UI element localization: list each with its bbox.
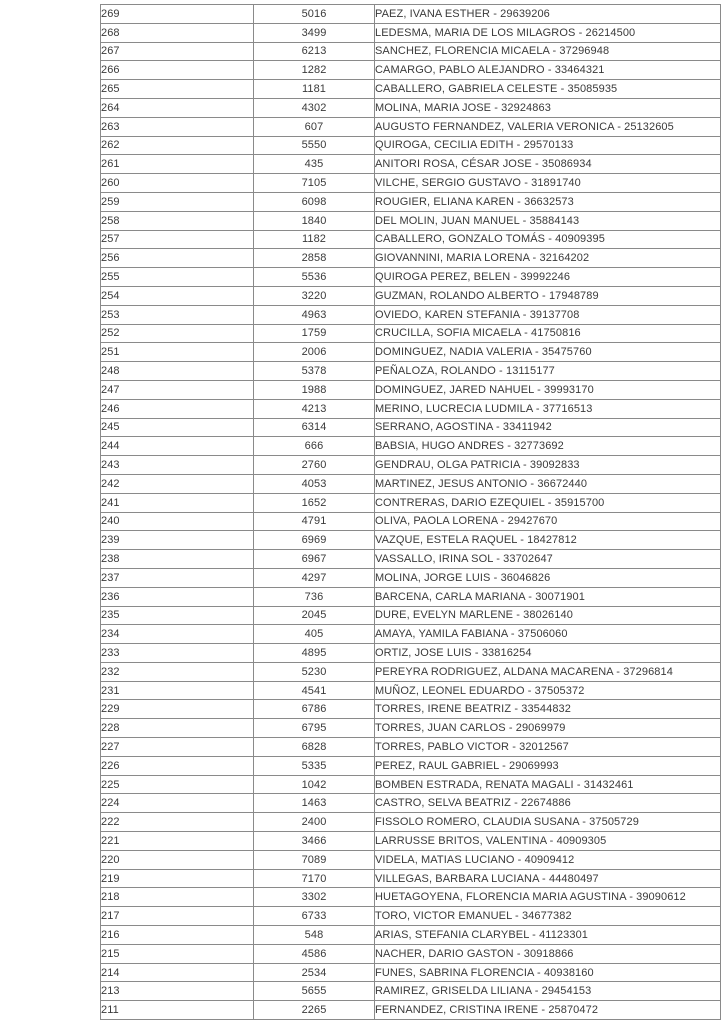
person-name-cell: VILLEGAS, BARBARA LUCIANA - 44480497	[375, 869, 721, 888]
table-row	[101, 512, 721, 531]
row-order-cell: 218	[101, 888, 254, 907]
table-row	[101, 192, 721, 211]
row-order-cell: 239	[101, 531, 254, 550]
station-number-cell: 5536	[254, 268, 375, 287]
person-name-cell: TORRES, IRENE BEATRIZ - 33544832	[375, 700, 721, 719]
row-order-cell: 231	[101, 681, 254, 700]
roster-table-body	[101, 5, 721, 1020]
row-order-cell: 216	[101, 926, 254, 945]
person-name-cell: AMAYA, YAMILA FABIANA - 37506060	[375, 625, 721, 644]
row-order-cell: 262	[101, 136, 254, 155]
row-order-cell: 252	[101, 324, 254, 343]
person-name-cell: DOMINGUEZ, JARED NAHUEL - 39993170	[375, 380, 721, 399]
station-number-cell: 607	[254, 117, 375, 136]
row-order-cell: 243	[101, 456, 254, 475]
row-order-cell: 259	[101, 192, 254, 211]
person-name-cell: BARCENA, CARLA MARIANA - 30071901	[375, 587, 721, 606]
station-number-cell: 6098	[254, 192, 375, 211]
person-name-cell: SANCHEZ, FLORENCIA MICAELA - 37296948	[375, 42, 721, 61]
table-row	[101, 268, 721, 287]
row-order-cell: 246	[101, 399, 254, 418]
row-order-cell: 247	[101, 380, 254, 399]
station-number-cell: 6967	[254, 550, 375, 569]
station-number-cell: 7170	[254, 869, 375, 888]
station-number-cell: 6314	[254, 418, 375, 437]
person-name-cell: LEDESMA, MARIA DE LOS MILAGROS - 26214500	[375, 23, 721, 42]
row-order-cell: 240	[101, 512, 254, 531]
station-number-cell: 4586	[254, 944, 375, 963]
station-number-cell: 548	[254, 926, 375, 945]
person-name-cell: CRUCILLA, SOFIA MICAELA - 41750816	[375, 324, 721, 343]
station-number-cell: 3466	[254, 832, 375, 851]
station-number-cell: 435	[254, 155, 375, 174]
person-name-cell: MOLINA, MARIA JOSE - 32924863	[375, 98, 721, 117]
row-order-cell: 260	[101, 174, 254, 193]
station-number-cell: 1282	[254, 61, 375, 80]
row-order-cell: 213	[101, 982, 254, 1001]
person-name-cell: MOLINA, JORGE LUIS - 36046826	[375, 568, 721, 587]
person-name-cell: VIDELA, MATIAS LUCIANO - 40909412	[375, 850, 721, 869]
row-order-cell: 254	[101, 286, 254, 305]
person-name-cell: GIOVANNINI, MARIA LORENA - 32164202	[375, 249, 721, 268]
person-name-cell: LARRUSSE BRITOS, VALENTINA - 40909305	[375, 832, 721, 851]
table-row	[101, 700, 721, 719]
row-order-cell: 268	[101, 23, 254, 42]
table-row	[101, 531, 721, 550]
table-row	[101, 644, 721, 663]
row-order-cell: 263	[101, 117, 254, 136]
person-name-cell: PEREZ, RAUL GABRIEL - 29069993	[375, 756, 721, 775]
table-row	[101, 719, 721, 738]
station-number-cell: 736	[254, 587, 375, 606]
person-name-cell: TORO, VICTOR EMANUEL - 34677382	[375, 907, 721, 926]
person-name-cell: VILCHE, SERGIO GUSTAVO - 31891740	[375, 174, 721, 193]
table-row	[101, 907, 721, 926]
table-row	[101, 738, 721, 757]
station-number-cell: 4963	[254, 305, 375, 324]
row-order-cell: 211	[101, 1001, 254, 1020]
person-name-cell: OLIVA, PAOLA LORENA - 29427670	[375, 512, 721, 531]
person-name-cell: FERNANDEZ, CRISTINA IRENE - 25870472	[375, 1001, 721, 1020]
station-number-cell: 1840	[254, 211, 375, 230]
station-number-cell: 5655	[254, 982, 375, 1001]
person-name-cell: HUETAGOYENA, FLORENCIA MARIA AGUSTINA - 39090612	[375, 888, 721, 907]
person-name-cell: VAZQUE, ESTELA RAQUEL - 18427812	[375, 531, 721, 550]
table-row	[101, 888, 721, 907]
person-name-cell: CAMARGO, PABLO ALEJANDRO - 33464321	[375, 61, 721, 80]
row-order-cell: 228	[101, 719, 254, 738]
station-number-cell: 4053	[254, 474, 375, 493]
station-number-cell: 4302	[254, 98, 375, 117]
station-number-cell: 6786	[254, 700, 375, 719]
row-order-cell: 265	[101, 80, 254, 99]
station-number-cell: 405	[254, 625, 375, 644]
station-number-cell: 2045	[254, 606, 375, 625]
table-row	[101, 756, 721, 775]
table-row	[101, 211, 721, 230]
station-number-cell: 1988	[254, 380, 375, 399]
row-order-cell: 225	[101, 775, 254, 794]
table-row	[101, 963, 721, 982]
person-name-cell: CONTRERAS, DARIO EZEQUIEL - 35915700	[375, 493, 721, 512]
row-order-cell: 217	[101, 907, 254, 926]
person-name-cell: MARTINEZ, JESUS ANTONIO - 36672440	[375, 474, 721, 493]
table-row	[101, 174, 721, 193]
person-name-cell: NACHER, DARIO GASTON - 30918866	[375, 944, 721, 963]
person-name-cell: DURE, EVELYN MARLENE - 38026140	[375, 606, 721, 625]
row-order-cell: 257	[101, 230, 254, 249]
table-row	[101, 286, 721, 305]
person-name-cell: OVIEDO, KAREN STEFANIA - 39137708	[375, 305, 721, 324]
person-name-cell: DEL MOLIN, JUAN MANUEL - 35884143	[375, 211, 721, 230]
table-row	[101, 813, 721, 832]
station-number-cell: 1463	[254, 794, 375, 813]
row-order-cell: 215	[101, 944, 254, 963]
person-name-cell: GENDRAU, OLGA PATRICIA - 39092833	[375, 456, 721, 475]
table-row	[101, 155, 721, 174]
row-order-cell: 241	[101, 493, 254, 512]
row-order-cell: 264	[101, 98, 254, 117]
station-number-cell: 2006	[254, 343, 375, 362]
table-row	[101, 850, 721, 869]
row-order-cell: 226	[101, 756, 254, 775]
station-number-cell: 7105	[254, 174, 375, 193]
row-order-cell: 251	[101, 343, 254, 362]
person-name-cell: FISSOLO ROMERO, CLAUDIA SUSANA - 37505729	[375, 813, 721, 832]
row-order-cell: 267	[101, 42, 254, 61]
table-row	[101, 606, 721, 625]
station-number-cell: 1652	[254, 493, 375, 512]
person-name-cell: PEÑALOZA, ROLANDO - 13115177	[375, 362, 721, 381]
station-number-cell: 5335	[254, 756, 375, 775]
person-name-cell: FUNES, SABRINA FLORENCIA - 40938160	[375, 963, 721, 982]
table-row	[101, 493, 721, 512]
station-number-cell: 3499	[254, 23, 375, 42]
table-row	[101, 343, 721, 362]
table-row	[101, 117, 721, 136]
row-order-cell: 242	[101, 474, 254, 493]
station-number-cell: 1181	[254, 80, 375, 99]
station-number-cell: 1759	[254, 324, 375, 343]
station-number-cell: 3220	[254, 286, 375, 305]
station-number-cell: 5378	[254, 362, 375, 381]
station-number-cell: 1182	[254, 230, 375, 249]
person-name-cell: GUZMAN, ROLANDO ALBERTO - 17948789	[375, 286, 721, 305]
row-order-cell: 214	[101, 963, 254, 982]
station-number-cell: 2760	[254, 456, 375, 475]
table-row	[101, 944, 721, 963]
table-row	[101, 1001, 721, 1020]
person-name-cell: DOMINGUEZ, NADIA VALERIA - 35475760	[375, 343, 721, 362]
person-name-cell: TORRES, PABLO VICTOR - 32012567	[375, 738, 721, 757]
row-order-cell: 238	[101, 550, 254, 569]
station-number-cell: 4895	[254, 644, 375, 663]
row-order-cell: 253	[101, 305, 254, 324]
table-row	[101, 474, 721, 493]
table-row	[101, 98, 721, 117]
table-row	[101, 418, 721, 437]
row-order-cell: 261	[101, 155, 254, 174]
row-order-cell: 266	[101, 61, 254, 80]
table-row	[101, 249, 721, 268]
person-name-cell: AUGUSTO FERNANDEZ, VALERIA VERONICA - 25132605	[375, 117, 721, 136]
person-name-cell: MUÑOZ, LEONEL EDUARDO - 37505372	[375, 681, 721, 700]
person-name-cell: PEREYRA RODRIGUEZ, ALDANA MACARENA - 37296814	[375, 662, 721, 681]
table-row	[101, 869, 721, 888]
person-name-cell: ARIAS, STEFANIA CLARYBEL - 41123301	[375, 926, 721, 945]
person-name-cell: MERINO, LUCRECIA LUDMILA - 37716513	[375, 399, 721, 418]
table-row	[101, 80, 721, 99]
station-number-cell: 6969	[254, 531, 375, 550]
person-name-cell: BOMBEN ESTRADA, RENATA MAGALI - 31432461	[375, 775, 721, 794]
row-order-cell: 244	[101, 437, 254, 456]
person-name-cell: QUIROGA PEREZ, BELEN - 39992246	[375, 268, 721, 287]
table-row	[101, 456, 721, 475]
row-order-cell: 258	[101, 211, 254, 230]
station-number-cell: 7089	[254, 850, 375, 869]
person-name-cell: VASSALLO, IRINA SOL - 33702647	[375, 550, 721, 569]
row-order-cell: 248	[101, 362, 254, 381]
table-row	[101, 399, 721, 418]
table-row	[101, 380, 721, 399]
table-row	[101, 61, 721, 80]
person-name-cell: CASTRO, SELVA BEATRIZ - 22674886	[375, 794, 721, 813]
station-number-cell: 2534	[254, 963, 375, 982]
station-number-cell: 6733	[254, 907, 375, 926]
table-row	[101, 230, 721, 249]
table-row	[101, 550, 721, 569]
station-number-cell: 3302	[254, 888, 375, 907]
row-order-cell: 236	[101, 587, 254, 606]
row-order-cell: 222	[101, 813, 254, 832]
table-row	[101, 775, 721, 794]
table-row	[101, 625, 721, 644]
row-order-cell: 227	[101, 738, 254, 757]
table-row	[101, 362, 721, 381]
station-number-cell: 5230	[254, 662, 375, 681]
table-row	[101, 681, 721, 700]
person-name-cell: ANITORI ROSA, CÉSAR JOSE - 35086934	[375, 155, 721, 174]
person-name-cell: RAMIREZ, GRISELDA LILIANA - 29454153	[375, 982, 721, 1001]
row-order-cell: 221	[101, 832, 254, 851]
row-order-cell: 220	[101, 850, 254, 869]
table-row	[101, 23, 721, 42]
station-number-cell: 4297	[254, 568, 375, 587]
roster-table	[100, 4, 721, 1020]
table-row	[101, 568, 721, 587]
row-order-cell: 256	[101, 249, 254, 268]
person-name-cell: TORRES, JUAN CARLOS - 29069979	[375, 719, 721, 738]
station-number-cell: 2858	[254, 249, 375, 268]
station-number-cell: 6213	[254, 42, 375, 61]
table-row	[101, 662, 721, 681]
person-name-cell: PAEZ, IVANA ESTHER - 29639206	[375, 5, 721, 24]
table-row	[101, 832, 721, 851]
table-row	[101, 926, 721, 945]
station-number-cell: 5550	[254, 136, 375, 155]
station-number-cell: 2400	[254, 813, 375, 832]
person-name-cell: BABSIA, HUGO ANDRES - 32773692	[375, 437, 721, 456]
station-number-cell: 6828	[254, 738, 375, 757]
row-order-cell: 232	[101, 662, 254, 681]
station-number-cell: 4541	[254, 681, 375, 700]
station-number-cell: 4791	[254, 512, 375, 531]
table-row	[101, 136, 721, 155]
person-name-cell: CABALLERO, GONZALO TOMÁS - 40909395	[375, 230, 721, 249]
station-number-cell: 666	[254, 437, 375, 456]
row-order-cell: 233	[101, 644, 254, 663]
table-row	[101, 305, 721, 324]
table-row	[101, 42, 721, 61]
row-order-cell: 269	[101, 5, 254, 24]
person-name-cell: ROUGIER, ELIANA KAREN - 36632573	[375, 192, 721, 211]
station-number-cell: 4213	[254, 399, 375, 418]
row-order-cell: 245	[101, 418, 254, 437]
table-row	[101, 324, 721, 343]
row-order-cell: 224	[101, 794, 254, 813]
person-name-cell: ORTIZ, JOSE LUIS - 33816254	[375, 644, 721, 663]
station-number-cell: 1042	[254, 775, 375, 794]
row-order-cell: 235	[101, 606, 254, 625]
table-row	[101, 5, 721, 24]
station-number-cell: 5016	[254, 5, 375, 24]
table-row	[101, 982, 721, 1001]
table-row	[101, 587, 721, 606]
row-order-cell: 234	[101, 625, 254, 644]
person-name-cell: QUIROGA, CECILIA EDITH - 29570133	[375, 136, 721, 155]
table-row	[101, 794, 721, 813]
table-row	[101, 437, 721, 456]
station-number-cell: 2265	[254, 1001, 375, 1020]
row-order-cell: 229	[101, 700, 254, 719]
person-name-cell: SERRANO, AGOSTINA - 33411942	[375, 418, 721, 437]
station-number-cell: 6795	[254, 719, 375, 738]
row-order-cell: 237	[101, 568, 254, 587]
row-order-cell: 219	[101, 869, 254, 888]
person-name-cell: CABALLERO, GABRIELA CELESTE - 35085935	[375, 80, 721, 99]
row-order-cell: 255	[101, 268, 254, 287]
